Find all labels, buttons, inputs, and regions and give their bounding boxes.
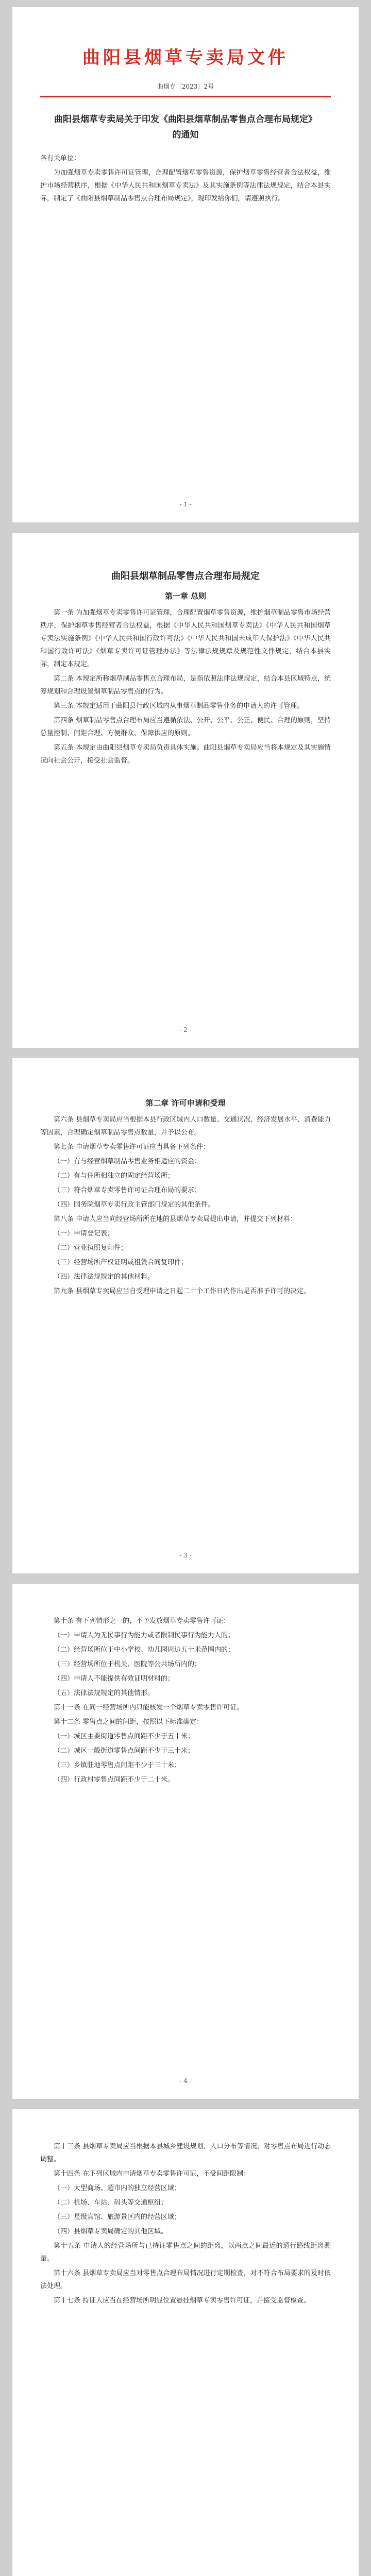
article: 第十五条 申请人的经营场所与已持证零售点之间的距离，以两点之间最近的通行路线距离测量。 xyxy=(40,2242,331,2263)
article: 第一条 为加强烟草专卖零售许可证管理，合理配置烟草零售资源，维护烟草制品零售市场经营秩序，保护烟草零售经营者合法权益，根据《中华人民共和国烟草专卖法》《中华人民共和国烟草专卖法实施条例》《中华人民共和国行政许可法》《中华人民共和国未成年人保护法》《中华人民共和国行政许可法》《烟草专卖许可证管理办法》等法律法规规章及规范性文件规定，结合本县实际，制定本规定。 xyxy=(40,609,331,668)
page-2 xyxy=(12,533,359,1048)
page-number: - 4 - xyxy=(179,2077,192,2084)
page-1 xyxy=(12,7,359,522)
red-divider xyxy=(40,96,331,97)
article: 第九条 县烟草专卖局应当自受理申请之日起二十个工作日内作出是否准予许可的决定。 xyxy=(54,1287,311,1295)
chapter-heading: 第一章 总则 xyxy=(164,591,207,601)
article: 第十六条 县烟草专卖局应当对零售点合理布局情况进行定期检查，对不符合布局要求的及时依法处理。 xyxy=(40,2269,331,2290)
article: 第七条 申请烟草专卖零售许可证应当具备下列条件： xyxy=(54,1143,210,1151)
article-item: （四）行政村零售点间距不少于二十米。 xyxy=(54,1776,175,1784)
article-item: （二）有与住所相独立的固定经营场所； xyxy=(54,1172,175,1180)
article-item: （五）法律法规规定的其他情形。 xyxy=(54,1689,155,1697)
article-item: （二）营业执照复印件； xyxy=(54,1244,128,1252)
notice-body: 为加强烟草专卖零售许可证管理，合理配置烟草零售资源，保护烟草零售经营者合法权益，维护市场经营秩序，根据《中华人民共和国烟草专卖法》及其实施条例等法律法规规定，结合本县实际，制定了《曲阳县烟草制品零售点合理布局规定》，现印发给你们，请遵照执行。 xyxy=(40,169,331,202)
page-number: - 3 - xyxy=(179,1552,192,1559)
article-item: （一）申请登记表； xyxy=(54,1230,114,1238)
page-5 xyxy=(12,2109,359,2576)
article-item: （三）经营场所产权证明或租赁合同复印件； xyxy=(54,1259,188,1266)
article: 第十二条 零售点之间的间距，按照以下标准确定： xyxy=(54,1718,204,1726)
page-number: - 2 - xyxy=(179,1026,192,1033)
notice-addressee: 各有关单位： xyxy=(40,155,81,162)
article-item: （一）申请人为无民事行为能力或者限制民事行为能力人的； xyxy=(54,1632,235,1639)
chapter-heading: 第二章 许可申请和受理 xyxy=(145,1098,226,1108)
article: 第六条 县烟草专卖局应当根据本县行政区域内人口数量、交通状况、经济发展水平、消费能力等因素，合理确定烟草制品零售点数量，并予以公布。 xyxy=(40,1116,331,1137)
article-item: （三）符合烟草专卖零售许可证合理布局的要求； xyxy=(54,1187,201,1194)
article-item: （二）经营场所位于中小学校、幼儿园周边五十米范围内的； xyxy=(54,1646,235,1654)
article: 第十四条 在下列区域内申请烟草专卖零售许可证，不受间距限制： xyxy=(54,2170,250,2178)
article: 第四条 烟草制品零售点合理布局应当遵循依法、公开、公平、公正、便民、合理的原则，坚持总量控制、间距合理、方便群众、保障供应的原则。 xyxy=(40,717,331,737)
doc-number: 曲烟专〔2023〕2号 xyxy=(157,83,214,90)
article: 第十条 有下列情形之一的，不予发放烟草专卖零售许可证： xyxy=(54,1617,230,1625)
article-item: （四）县烟草专卖局确定的其他区域。 xyxy=(54,2228,168,2235)
article-item: （一）有与经营烟草制品零售业务相适应的资金； xyxy=(54,1158,201,1165)
article-item: （二）机场、车站、码头等交通枢纽； xyxy=(54,2199,168,2207)
article: 第十七条 持证人应当在经营场所明显位置悬挂烟草专卖零售许可证，并接受监督检查。 xyxy=(54,2297,311,2304)
article: 第十一条 在同一经营场所内只能核发一个烟草专卖零售许可证。 xyxy=(54,1704,244,1711)
regulation-title: 曲阳县烟草制品零售点合理布局规定 xyxy=(111,571,260,582)
article: 第二条 本规定所称烟草制品零售点合理布局，是指依照法律法规规定，结合本县区域特点，统筹规划和合理设置烟草制品零售点的行为。 xyxy=(40,675,331,696)
article-item: （四）国务院烟草专卖行政主管部门规定的其他条件。 xyxy=(54,1201,215,1209)
article-item: （四）申请人不能提供有效证明材料的； xyxy=(54,1675,175,1683)
article: 第八条 申请人应当向经营场所所在地的县烟草专卖局提出申请，并提交下列材料： xyxy=(54,1215,297,1223)
article: 第三条 本规定适用于曲阳县行政区域内从事烟草制品零售业务的申请人的许可管理。 xyxy=(54,702,304,710)
article-item: （三）星级宾馆、旅游景区内的经营区域； xyxy=(54,2213,181,2221)
article-item: （一）城区主要街道零售点间距不少于五十米； xyxy=(54,1733,195,1740)
page-3 xyxy=(12,1058,359,1573)
article-item: （一）大型商场、超市内的独立经营区域； xyxy=(54,2184,181,2192)
page-number: - 1 - xyxy=(179,501,192,508)
article: 第五条 本规定由曲阳县烟草专卖局负责具体实施。曲阳县烟草专卖局应当将本规定及其实施情况向社会公开，接受社会监督。 xyxy=(40,744,331,765)
article-item: （三）乡镇驻地零售点间距不少于三十米； xyxy=(54,1761,181,1769)
article-item: （四）法律法规规定的其他材料。 xyxy=(54,1273,155,1281)
doc-header-title: 曲阳县烟草专卖局文件 xyxy=(82,47,289,68)
article-item: （三）经营场所位于机关、医院等公共场所内的； xyxy=(54,1660,201,1668)
notice-title: 曲阳县烟草专卖局关于印发《曲阳县烟草制品零售点合理布局规定》的通知 xyxy=(54,114,317,140)
article-item: （二）城区一般街道零售点间距不少于三十米； xyxy=(54,1747,195,1755)
page-4 xyxy=(12,1584,359,2099)
article: 第十三条 县烟草专卖局应当根据本县城乡建设规划、人口分布等情况，对零售点布局进行动态调整。 xyxy=(40,2143,331,2163)
